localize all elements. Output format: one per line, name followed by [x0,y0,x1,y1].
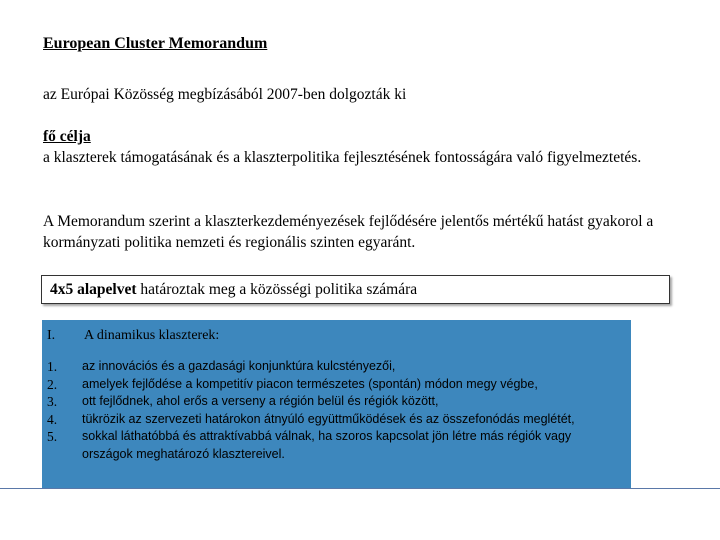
section-title: A dinamikus klaszterek: [84,328,220,343]
principles-bold: 4x5 alapelvet [50,281,137,298]
goal-heading: fő célja [43,128,91,145]
list-item [47,393,622,411]
principles-list [47,358,622,463]
list-item-text: amelyek fejlődése a kompetitív piacon természetes (spontán) módon megy végbe, [82,376,538,391]
list-item-text: sokkal láthatóbbá és attraktívabbá válnak, ha szoros kapcsolat jön létre más régiók vagy országok meghatározó klasztereivel. [82,429,572,461]
principles-rest: határoztak meg a közösségi politika számára [136,281,418,298]
list-item [47,358,622,376]
section-number: I. [47,328,56,343]
goal-block [43,126,703,168]
document-title: European Cluster Memorandum [43,35,268,52]
list-item-text: tükrözik az szervezeti határokon átnyúló együttműködések és az összefonódás meglétét, [82,411,575,426]
list-item-number: 5. [47,429,58,444]
memorandum-paragraph: A Memorandum szerint a klaszterkezdeményezések fejlődésére jelentős mértékű hatást gyakorol a kormányzati politika nemzeti és regionális szinten egyaránt. [43,213,654,251]
footer-divider [0,488,720,489]
list-item-number: 2. [47,376,58,392]
list-item [47,428,622,463]
goal-text: a klaszterek támogatásának és a klaszterpolitika fejlesztésének fontosságára való figyelmeztetés. [43,149,642,166]
list-item [47,376,622,394]
list-item-number: 4. [47,411,58,427]
list-item-text: az innovációs és a gazdasági konjunktúra kulcstényezői, [82,359,396,373]
list-item-number: 3. [47,394,58,409]
list-item-number: 1. [47,359,58,374]
list-item-text: ott fejlődnek, ahol erős a verseny a régión belül és régiók között, [82,394,439,408]
list-item [47,411,622,429]
intro-line: az Európai Közösség megbízásából 2007-ben dolgozták ki [43,86,407,103]
principles-box [41,275,670,304]
